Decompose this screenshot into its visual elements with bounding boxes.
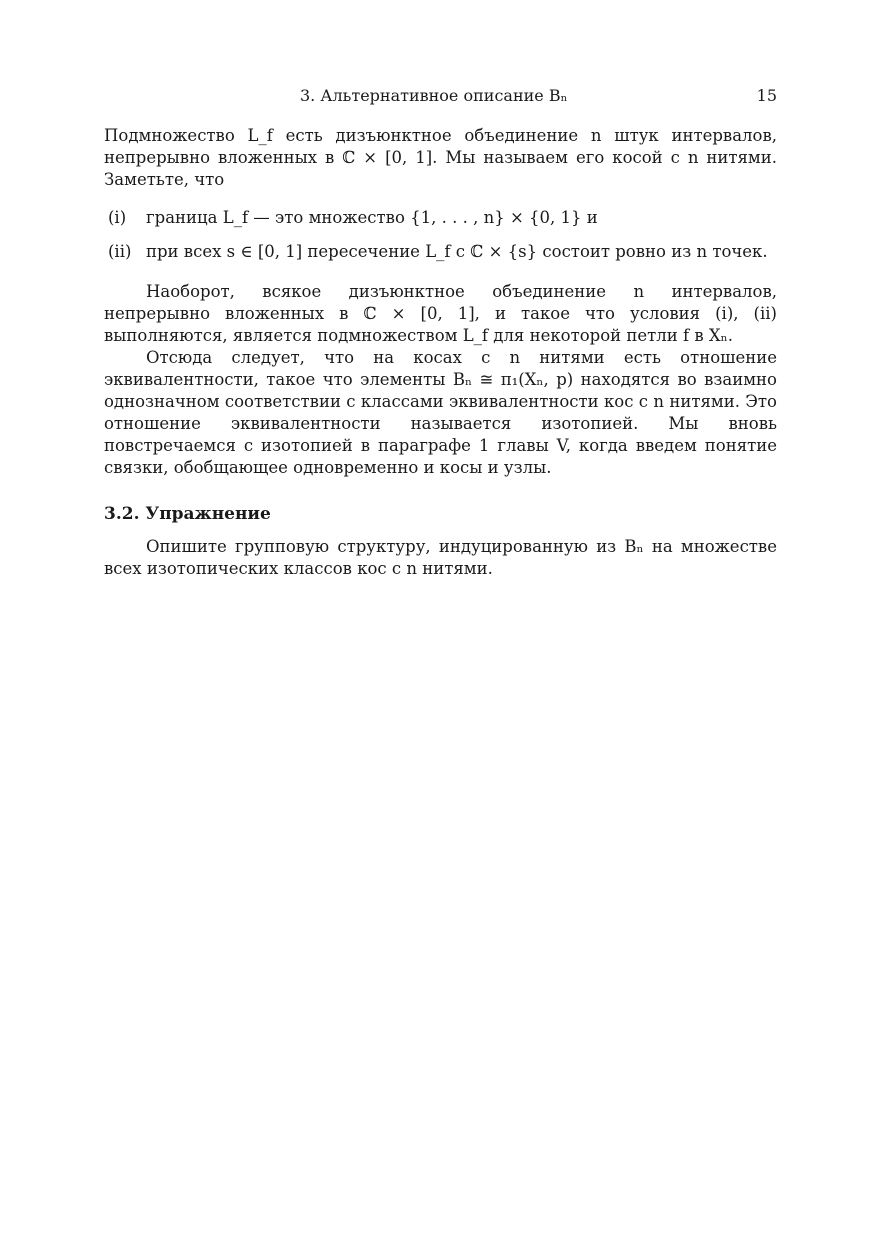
- list-item-text: при всех s ∈ [0, 1] пересечение L_f с ℂ × {s} состоит ровно из n точек.: [146, 242, 768, 261]
- paragraph-2: Наоборот, всякое дизъюнктное объединение n интервалов, непрерывно вложенных в ℂ × [0, 1], и такое что условия (i), (ii) выполняются, является подмножеством L_f для некоторой петли f в Xₙ.: [104, 282, 777, 345]
- header-title: 3. Альтернативное описание Bₙ: [300, 86, 568, 105]
- list-item-2: [104, 241, 777, 263]
- paragraph-1: Подмножество L_f есть дизъюнктное объединение n штук интервалов, непрерывно вложенных в ℂ × [0, 1]. Мы называем его косой с n нитями. Заметьте, что: [104, 126, 777, 189]
- page: [104, 80, 777, 580]
- section-text: Опишите групповую структуру, индуцированную из Bₙ на множестве всех изотопических классов кос с n нитями.: [104, 537, 777, 578]
- list-item-label: (ii): [108, 242, 132, 261]
- paragraph-3: Отсюда следует, что на косах с n нитями есть отношение эквивалентности, такое что элементы Bₙ ≅ π₁(Xₙ, p) находятся во взаимно однозначном соответствии с классами эквивалентности кос с n нитями. Это отношение эквивалентности называется изотопией. Мы вновь повстречаемся с изотопией в параграфе 1 главы V, когда введем понятие связки, обобщающее одновременно и косы и узлы.: [104, 348, 777, 477]
- list-item-label: (i): [108, 208, 127, 227]
- list-item-text: граница L_f — это множество {1, . . . , n} × {0, 1} и: [146, 208, 598, 227]
- list-item-1: [104, 207, 777, 229]
- running-header: [104, 80, 777, 108]
- section-heading: 3.2. Упражнение: [104, 504, 271, 524]
- page-number: 15: [756, 86, 777, 105]
